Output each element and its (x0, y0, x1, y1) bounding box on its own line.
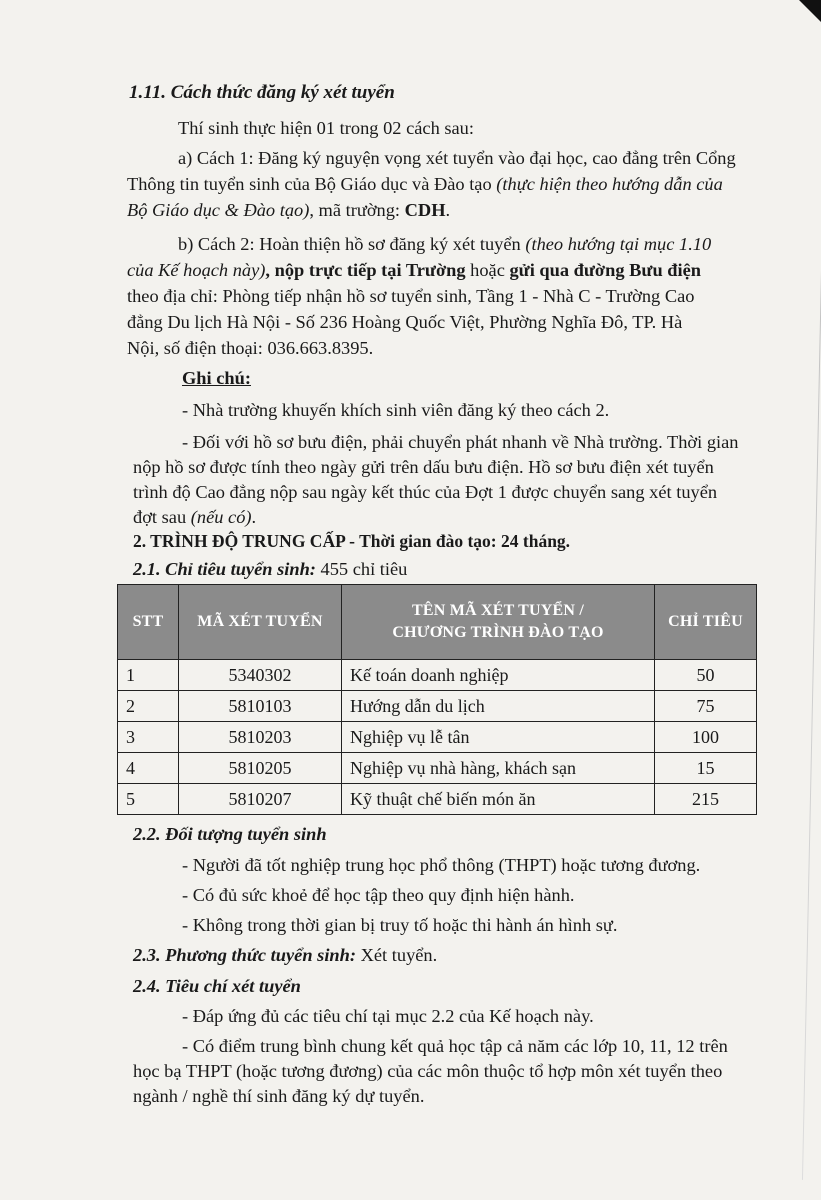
cell-quota: 50 (655, 660, 757, 691)
s111-b-line2 (127, 258, 701, 283)
cell-name: Kế toán doanh nghiệp (342, 660, 655, 691)
cell-quota: 15 (655, 753, 757, 784)
note-item-2-line4-text: đợt sau (133, 507, 191, 527)
page-corner-fold (799, 0, 821, 22)
col-header-name (342, 585, 655, 660)
cell-code: 5810205 (179, 753, 342, 784)
cell-name: Hướng dẫn du lịch (342, 691, 655, 722)
cell-name: Kỹ thuật chế biến món ăn (342, 784, 655, 815)
s24-item-2-line1: - Có điểm trung bình chung kết quả học tập cả năm các lớp 10, 11, 12 trên (182, 1036, 728, 1056)
section-2-heading: 2. TRÌNH ĐỘ TRUNG CẤP - Thời gian đào tạo: 24 tháng. (133, 531, 571, 551)
s23-line (133, 943, 437, 968)
s111-b-line2-bold2: gửi qua đường Bưu điện (509, 260, 701, 280)
quota-table-header (118, 585, 757, 660)
cell-code: 5340302 (179, 660, 342, 691)
note-item-1: - Nhà trường khuyến khích sinh viên đăng ký theo cách 2. (182, 400, 610, 420)
s111-intro: Thí sinh thực hiện 01 trong 02 cách sau: (178, 118, 474, 138)
s23-value: Xét tuyển. (356, 945, 438, 965)
note-item-2-line1: - Đối với hồ sơ bưu điện, phải chuyển phát nhanh về Nhà trường. Thời gian (182, 432, 739, 452)
s21-line (133, 557, 407, 582)
s111-b-line2-bold1: , nộp trực tiếp tại Trường (265, 260, 466, 280)
cell-code: 5810207 (179, 784, 342, 815)
s111-b-line4: đẳng Du lịch Hà Nội - Số 236 Hoàng Quốc Việt, Phường Nghĩa Đô, TP. Hà (127, 312, 683, 332)
cell-code: 5810103 (179, 691, 342, 722)
s24-item-1: - Đáp ứng đủ các tiêu chí tại mục 2.2 của Kế hoạch này. (182, 1006, 594, 1026)
s111-b-line3: theo địa chỉ: Phòng tiếp nhận hồ sơ tuyển sinh, Tầng 1 - Nhà C - Trường Cao (127, 286, 695, 306)
section-1-11-heading: 1.11. Cách thức đăng ký xét tuyển (129, 82, 395, 103)
s111-b-line2-mid: hoặc (465, 260, 510, 280)
cell-quota: 215 (655, 784, 757, 815)
s111-b-line5: Nội, số điện thoại: 036.663.8395. (127, 338, 374, 358)
section-2-2-heading: 2.2. Đối tượng tuyển sinh (133, 824, 327, 844)
s111-a-line1: a) Cách 1: Đăng ký nguyện vọng xét tuyển vào đại học, cao đẳng trên Cổng (178, 148, 736, 168)
s23-label: 2.3. Phương thức tuyển sinh: (133, 945, 357, 965)
s22-item-3: - Không trong thời gian bị truy tố hoặc thi hành án hình sự. (182, 915, 618, 935)
s22-item-2: - Có đủ sức khoẻ để học tập theo quy định hiện hành. (182, 885, 575, 905)
quota-table (117, 584, 757, 815)
s111-b-line1 (178, 232, 711, 257)
col-header-code: MÃ XÉT TUYỂN (179, 585, 342, 660)
s111-a-line2 (127, 172, 723, 197)
s111-b-line2-italic: của Kế hoạch này) (127, 260, 266, 280)
page-edge-shadow (802, 30, 821, 1180)
cell-stt: 3 (118, 722, 179, 753)
cell-stt: 1 (118, 660, 179, 691)
cell-stt: 2 (118, 691, 179, 722)
cell-name: Nghiệp vụ lễ tân (342, 722, 655, 753)
table-row (118, 722, 757, 753)
note-item-2-line4-italic: (nếu có) (190, 507, 252, 527)
col-header-name-line2: CHƯƠNG TRÌNH ĐÀO TẠO (392, 624, 604, 641)
col-header-quota: CHỈ TIÊU (655, 585, 757, 660)
s111-a-line2-italic: (thực hiện theo hướng dẫn của (496, 174, 723, 194)
cell-stt: 4 (118, 753, 179, 784)
s111-b-line1-italic: (theo hướng tại mục 1.10 (525, 234, 712, 254)
cell-quota: 100 (655, 722, 757, 753)
s24-item-2-line3: ngành / nghề thí sinh đăng ký dự tuyển. (133, 1086, 425, 1106)
note-item-2-line3: trình độ Cao đẳng nộp sau ngày kết thúc của Đợt 1 được chuyển sang xét tuyển (133, 482, 718, 502)
note-item-2-line4 (133, 505, 256, 530)
s111-a-line3-mid: , mã trường: (309, 200, 405, 220)
s21-label: 2.1. Chỉ tiêu tuyển sinh: (133, 559, 316, 579)
s111-a-line3-italic: Bộ Giáo dục & Đào tạo) (127, 200, 310, 220)
note-item-2-line4-end: . (251, 507, 257, 527)
col-header-name-line1: TÊN MÃ XÉT TUYỂN / (412, 602, 584, 619)
cell-code: 5810203 (179, 722, 342, 753)
school-code: CDH (404, 200, 446, 220)
note-title: Ghi chú: (182, 368, 251, 388)
note-item-2-line2: nộp hồ sơ được tính theo ngày gửi trên dấu bưu điện. Hồ sơ bưu điện xét tuyển (133, 457, 714, 477)
section-2-4-heading: 2.4. Tiêu chí xét tuyển (133, 976, 301, 996)
s111-b-line1-text: b) Cách 2: Hoàn thiện hồ sơ đăng ký xét tuyển (178, 234, 526, 254)
table-row (118, 691, 757, 722)
s21-value: 455 chỉ tiêu (315, 559, 408, 579)
s111-a-line3-end: . (445, 200, 451, 220)
table-row (118, 753, 757, 784)
s111-a-line3 (127, 198, 450, 223)
table-row (118, 660, 757, 691)
s24-item-2-line2: học bạ THPT (hoặc tương đương) của các môn thuộc tổ hợp môn xét tuyển theo (133, 1061, 723, 1081)
cell-stt: 5 (118, 784, 179, 815)
cell-name: Nghiệp vụ nhà hàng, khách sạn (342, 753, 655, 784)
cell-quota: 75 (655, 691, 757, 722)
col-header-stt: STT (118, 585, 179, 660)
s22-item-1: - Người đã tốt nghiệp trung học phổ thông (THPT) hoặc tương đương. (182, 855, 701, 875)
s111-a-line2-text: Thông tin tuyển sinh của Bộ Giáo dục và Đào tạo (127, 174, 497, 194)
table-row (118, 784, 757, 815)
